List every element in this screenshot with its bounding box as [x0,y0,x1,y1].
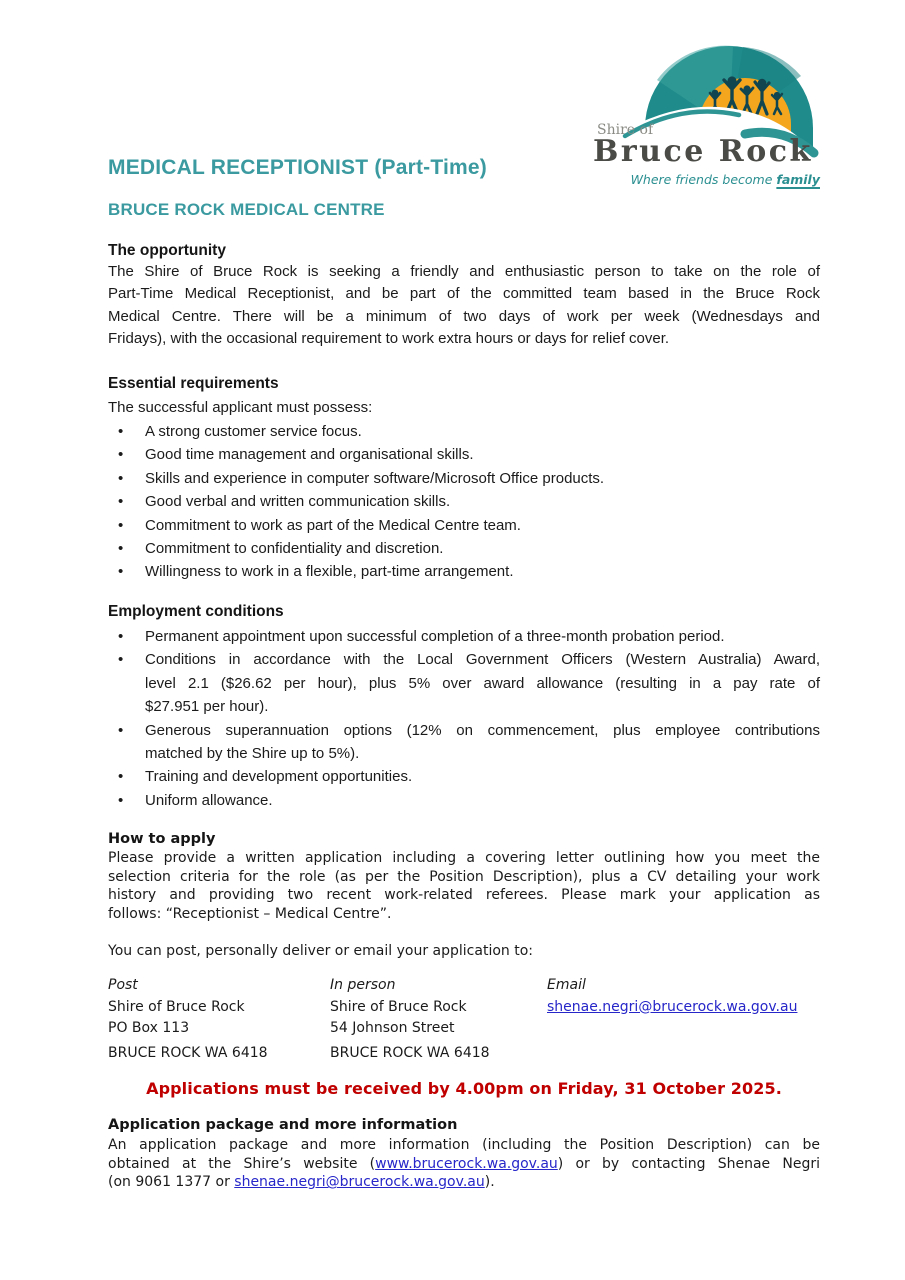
text-line: Fridays), with the occasional requirement to work extra hours or days for relief cover. [108,330,670,348]
text-line [108,1155,820,1174]
bullet-item [108,560,820,583]
how-to-apply-paragraph [108,849,820,923]
text-segment: obtained at the Shire’s website ( [108,1155,376,1172]
text-segment: ). [484,1174,495,1191]
tagline-family-word: family [776,172,820,187]
contact-columns [108,975,820,1064]
bullet-item [108,443,820,466]
bullet-icon: • [118,563,124,581]
in-person-line: BRUCE ROCK WA 6418 [330,1044,490,1061]
page-subtitle: BRUCE ROCK MEDICAL CENTRE [108,200,385,219]
logo-shire-of-text: Shire of [597,122,654,138]
bullet-item [108,420,820,443]
bullet-icon: • [118,721,124,739]
text-segment: ) or by contacting Shenae Negri [557,1155,820,1172]
in-person-line: Shire of Bruce Rock [330,998,467,1015]
post-header: Post [108,977,138,993]
package-paragraph [108,1136,820,1192]
text-line: Medical Centre. There will be a minimum of two days of work per week (Wednesdays and [108,307,820,325]
text-line: Commitment to confidentiality and discretion. [145,540,444,558]
deadline-text: Applications must be received by 4.00pm on Friday, 31 October 2025. [146,1079,782,1098]
text-line: An application package and more information (including the Position Description) can be [108,1137,820,1153]
how-to-apply-heading: How to apply [108,831,216,847]
package-heading: Application package and more information [108,1117,458,1133]
text-line: Commitment to work as part of the Medical Centre team. [145,516,521,534]
text-line: Training and development opportunities. [145,768,413,786]
logo-name-text: Bruce Rock [593,134,813,169]
bullet-item [108,789,820,812]
in-person-header: In person [330,977,396,993]
text-line: matched by the Shire up to 5%). [145,745,360,763]
bullet-item [108,467,820,490]
text-line: Willingness to work in a flexible, part-time arrangement. [145,563,514,581]
in-person-line: 54 Johnson Street [330,1020,455,1036]
application-email-link[interactable]: shenae.negri@brucerock.wa.gov.au [547,998,798,1015]
text-line: Good verbal and written communication skills. [145,493,451,511]
bullet-icon: • [118,446,124,464]
text-line: level 2.1 ($26.62 per hour), plus 5% over award allowance (resulting in a pay rate of [145,674,820,692]
bullet-item [108,719,820,766]
bullet-item [108,514,820,537]
bullet-icon: • [118,768,124,786]
website-link[interactable]: www.brucerock.wa.gov.au [375,1155,558,1172]
post-line: PO Box 113 [108,1020,190,1036]
bullet-item [108,648,820,718]
bullet-icon: • [118,423,124,440]
employment-heading: Employment conditions [108,603,284,620]
employment-bullet-list [108,625,820,812]
post-line: BRUCE ROCK WA 6418 [108,1044,268,1061]
bullet-item [108,765,820,788]
bullet-icon: • [118,516,124,534]
essential-heading: Essential requirements [108,375,279,392]
text-line: Good time management and organisational skills. [145,446,474,464]
text-line: selection criteria for the role (as per the Position Description), plus a CV detailing your work [108,868,820,885]
column-in-person [330,975,547,1064]
column-email [547,975,820,1064]
bullet-icon: • [118,651,124,669]
email-header: Email [547,977,586,993]
text-line [108,1173,820,1192]
text-line: Permanent appointment upon successful completion of a three-month probation period. [145,628,725,645]
text-line: Part-Time Medical Receptionist, and be part of the committed team based in the Bruce Rock [108,285,820,303]
opportunity-paragraph [108,261,820,351]
text-line: A strong customer service focus. [145,423,362,440]
text-line: Conditions in accordance with the Local Government Officers (Western Australia) Award, [145,651,820,669]
bullet-icon: • [118,493,124,511]
delivery-options-line: You can post, personally deliver or email your application to: [108,943,533,959]
contact-email-link[interactable]: shenae.negri@brucerock.wa.gov.au [234,1174,485,1191]
text-line: history and providing two recent work-related referees. Please mark your application as [108,887,820,904]
text-line: Please provide a written application including a covering letter outlining how you meet the [108,850,820,866]
text-segment: (on 9061 1377 or [108,1174,235,1191]
text-line: $27.951 per hour). [145,698,269,716]
column-post [108,975,330,1064]
bullet-icon: • [118,540,124,558]
text-line: Generous superannuation options (12% on commencement, plus employee contributions [145,721,820,739]
page-title: MEDICAL RECEPTIONIST (Part-Time) [108,156,487,179]
tagline-prefix: Where friends become [630,172,777,187]
bullet-item [108,625,820,648]
post-line: Shire of Bruce Rock [108,998,245,1015]
bullet-item [108,490,820,513]
essential-bullet-list [108,420,820,584]
essential-intro: The successful applicant must possess: [108,399,373,416]
text-line: follows: “Receptionist – Medical Centre”. [108,905,392,922]
bullet-item [108,537,820,560]
text-line: Skills and experience in computer software/Microsoft Office products. [145,469,605,487]
text-line: Uniform allowance. [145,791,273,809]
text-line: The Shire of Bruce Rock is seeking a friendly and enthusiastic person to take on the role of [108,263,820,280]
bullet-icon: • [118,628,124,645]
bullet-icon: • [118,791,124,809]
opportunity-heading: The opportunity [108,242,226,259]
bullet-icon: • [118,469,124,487]
